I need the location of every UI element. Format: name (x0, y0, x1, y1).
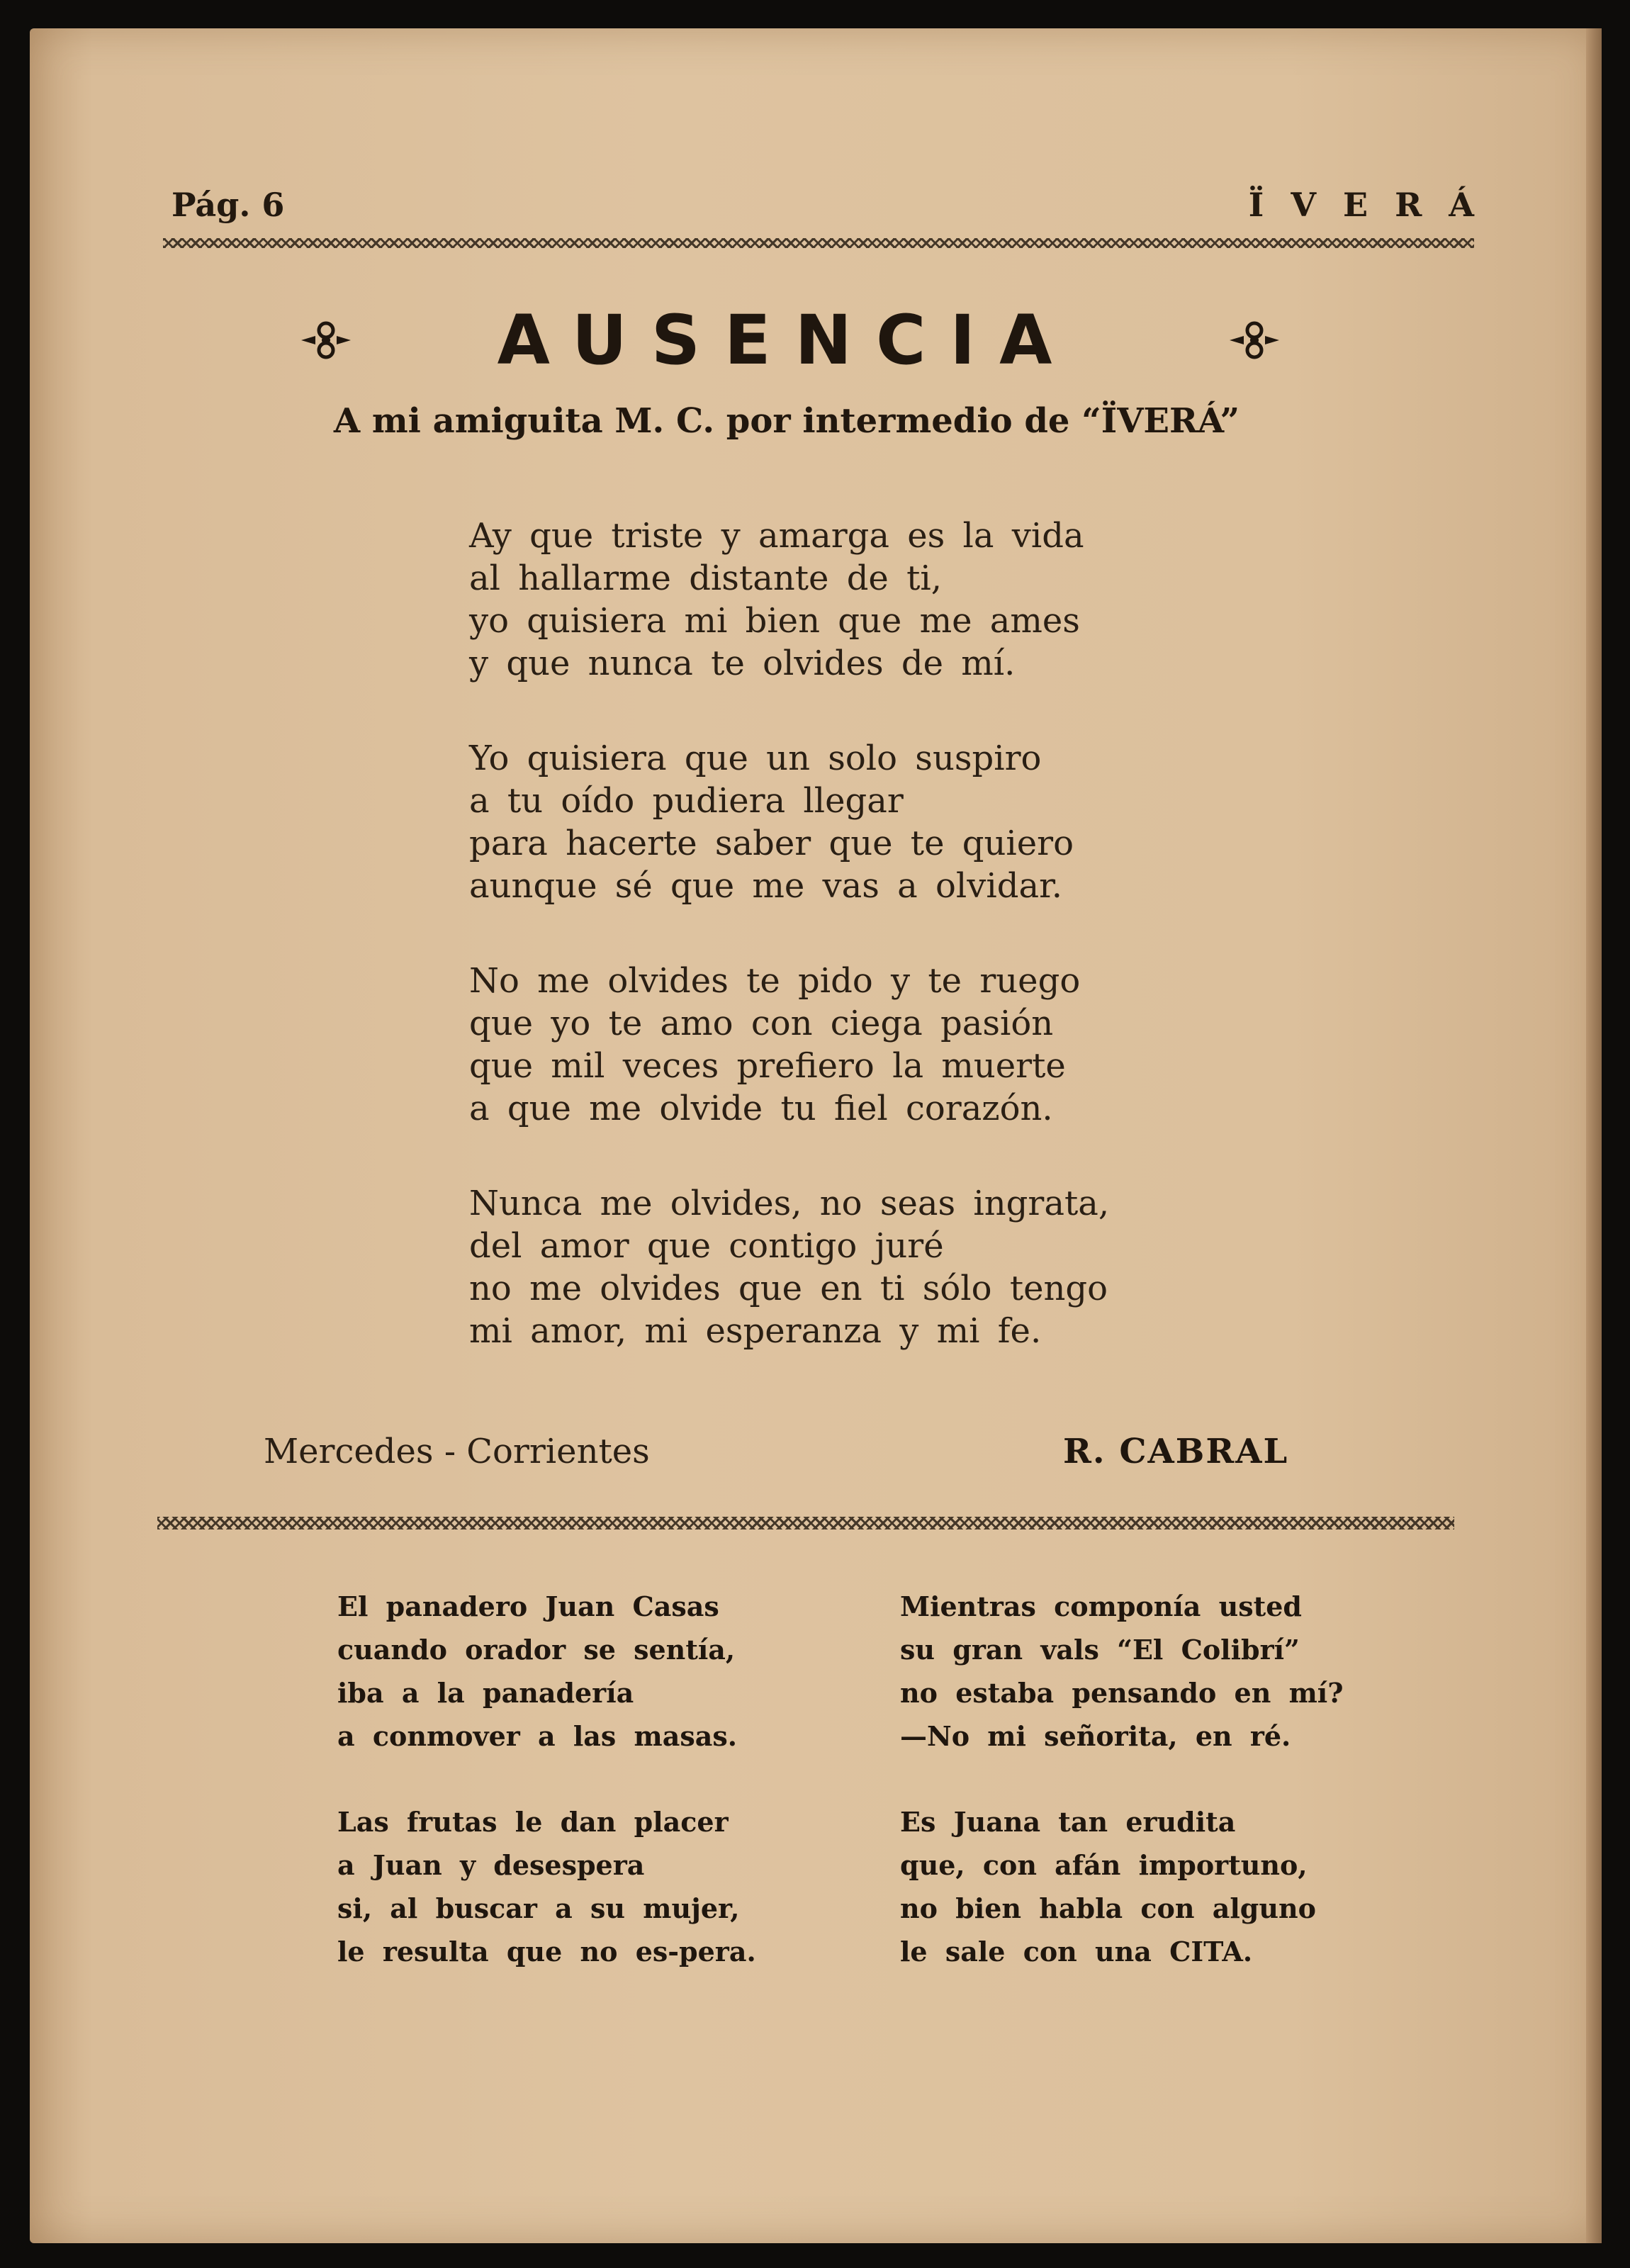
poem-line: que mil veces prefiero la muerte (469, 1046, 1066, 1086)
poem-line: yo quisiera mi bien que me ames (469, 601, 1080, 641)
magazine-name: ÏVERÁ (1248, 186, 1501, 224)
page-header (172, 186, 1501, 228)
verse-line: a conmover a las masas. (337, 1720, 738, 1752)
page-spine (1586, 28, 1602, 2243)
verse-line: Mientras componía usted (900, 1590, 1302, 1622)
verse-line: no estaba pensando en mí? (900, 1677, 1344, 1709)
verse-line: si, al buscar a su mujer, (337, 1892, 740, 1924)
fleuron-left-icon (298, 312, 354, 369)
poem-stanza (469, 515, 1249, 685)
poem-line: del amor que contigo juré (469, 1226, 944, 1266)
verse-line: Es Juana tan erudita (900, 1806, 1236, 1838)
verse-line: le resulta que no es-pera. (337, 1936, 756, 1967)
verse-line: a Juan y desespera (337, 1849, 645, 1881)
poem-stanza (469, 737, 1249, 907)
verse-line: —No mi señorita, en ré. (900, 1720, 1291, 1752)
poem-line: mi amor, mi esperanza y mi fe. (469, 1311, 1042, 1351)
verse-line: no bien habla con alguno (900, 1892, 1316, 1924)
verse-line: iba a la panadería (337, 1677, 634, 1709)
title-row (213, 298, 1361, 383)
poem-stanza (469, 1182, 1249, 1352)
poem-line: Nunca me olvides, no seas ingrata, (469, 1184, 1110, 1223)
poem-place: Mercedes - Corrientes (264, 1432, 650, 1471)
poem-line: No me olvides te pido y te ruego (469, 961, 1081, 1001)
poem-stanza (469, 960, 1249, 1130)
humor-column-right (900, 1585, 1396, 2016)
dedication: A mi amiguita M. C. por intermedio de “ÏVERÁ” (333, 401, 1240, 441)
page-number: Pág. 6 (172, 186, 285, 224)
verse-stanza (900, 1800, 1396, 1973)
verse-stanza (337, 1585, 833, 1758)
header-divider (163, 238, 1474, 248)
poem-author: R. CABRAL (1063, 1432, 1289, 1471)
verse-line: le sale con una CITA. (900, 1936, 1253, 1967)
poem-line: y que nunca te olvides de mí. (469, 644, 1016, 683)
poem-body (469, 515, 1249, 1405)
poem-line: para hacerte saber que te quiero (469, 824, 1074, 863)
poem-line: Yo quisiera que un solo suspiro (469, 739, 1042, 778)
verse-stanza (900, 1585, 1396, 1758)
humor-column-left (337, 1585, 833, 2016)
verse-line: que, con afán importuno, (900, 1849, 1308, 1881)
poem-line: a tu oído pudiera llegar (469, 781, 904, 821)
poem-line: Ay que triste y amarga es la vida (469, 516, 1084, 556)
verse-line: cuando orador se sentía, (337, 1634, 736, 1666)
verse-line: su gran vals “El Colibrí” (900, 1634, 1300, 1666)
verse-line: Las frutas le dan placer (337, 1806, 729, 1838)
fleuron-right-icon (1226, 312, 1283, 369)
verse-line: El panadero Juan Casas (337, 1590, 719, 1622)
poem-line: a que me olvide tu fiel corazón. (469, 1089, 1053, 1128)
poem-line: aunque sé que me vas a olvidar. (469, 866, 1063, 906)
poem-title: AUSENCIA (497, 301, 1077, 380)
section-divider (157, 1517, 1454, 1529)
verse-stanza (337, 1800, 833, 1973)
poem-line: que yo te amo con ciega pasión (469, 1004, 1054, 1043)
poem-line: no me olvides que en ti sólo tengo (469, 1269, 1108, 1308)
poem-line: al hallarme distante de ti, (469, 558, 942, 598)
